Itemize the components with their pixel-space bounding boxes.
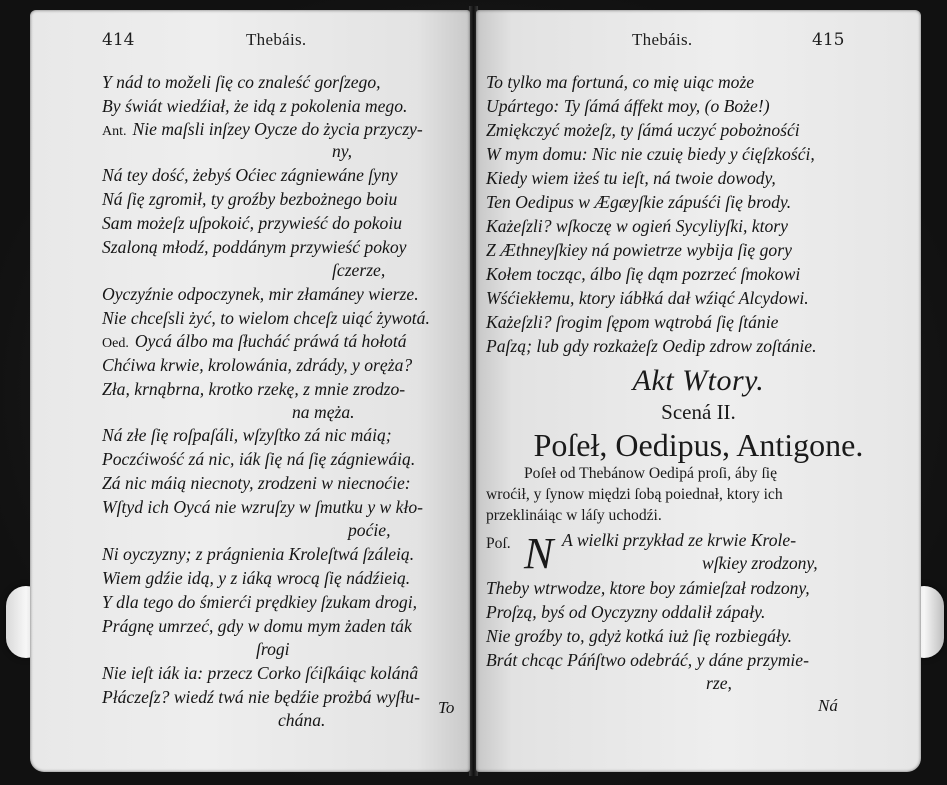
verse-line: chána. [278,710,326,730]
verse-line: Ná ſię zgromił, ty groźby bezbożnego boiu [102,189,398,209]
verse-line: Zá nic máią niecnoty, zrodzeni w niecnoćie: [102,473,411,493]
verse-line: Zmiękczyć możeſz, ty ſámá uczyć pobożnośći [486,120,800,140]
verse-line: Ten Oedipus w Ægæyſkie zápuśći ſię brody. [486,192,792,212]
verse-line: na męża. [292,402,355,422]
speaker-label: Ant. [102,124,127,139]
persons-heading: Poſeł, Oedipus, Antigone. [533,427,864,463]
speaker-label: Poſ. [486,535,511,552]
verse-line: Z Æthneyſkiey ná powietrze wybija ſię gory [486,240,792,260]
verse-line: Ni oyczyzny; z prágnienia Kroleſtwá ſzáleią. [102,544,415,564]
verse-line: Paſzą; lub gdy rozkażeſz Oedip zdrow zoſtánie. [486,336,817,356]
drop-cap: N [524,529,554,578]
verse-line: ſrogi [256,639,290,659]
verse-line: Sam możeſz uſpokoić, przywieść do pokoiu [102,213,403,233]
left-catchword: To [438,698,455,717]
verse-line: A wielki przykład ze krwie Krole- [562,530,797,550]
verse-line: Ná złe ſię roſpaſáli, wſzyſtko zá nic máią; [102,425,392,445]
verse-line: Wśćiekłemu, ktory iábłká dał wźiąć Alcydowi. [486,288,809,308]
left-page [30,10,470,772]
verse-line: Kiedy wiem iżeś tu ieſt, ná twoie dowody, [486,168,776,188]
verse-line: Płáczeſz? wiedź twá nie będźie prożbá wyſłu- [102,687,420,707]
verse-line: Nie ieſt iák ia: przecz Corko ſćiſkáiąc kolánâ [102,663,419,683]
verse-line: To tylko ma fortuná, co mię uiąc może [486,72,755,92]
right-catchword: Ná [818,696,838,715]
verse-line: Upártego: Ty ſámá áffekt moy, (o Boże!) [486,96,770,116]
right-page [476,10,921,772]
verse-line: poćie, [348,520,391,540]
verse-line: wſkiey zrodzony, [702,553,818,573]
verse-line: Poczćiwość zá nic, iák ſię ná ſię zágniewáią. [102,449,416,469]
left-running-head: Thebáis. [246,30,307,49]
right-page-number: 415 [812,30,845,50]
verse-line: Zła, krnąbrna, krotko rzekę, z mnie zrodzo- [102,379,406,399]
verse-line: Wiem gdźie idą, y z iáką wrocą ſię nádźieią. [102,568,411,588]
verse-line: Szaloną młodź, poddánym przywieść pokoy [102,237,407,257]
verse-line: Każeſzli? ſrogim ſępom wątrobá ſię ſtánie [486,312,779,332]
verse-line: Kołem tocząc, álbo ſię dąm pozrzeć ſmokowi [486,264,801,284]
verse-line: Chćiwa krwie, krolowánia, zdrády, y oręża? [102,355,413,375]
verse-line: Ná tey dość, żebyś Oćiec zágniewáne ſyny [102,165,398,185]
verse-line: Wſtyd ich Oycá nie wzruſzy w ſmutku y w kło- [102,497,424,517]
speaker-label: Oed. [102,336,129,351]
verse-line: Theby wtrwodze, ktore boy zámieſzał rodzony, [486,578,810,598]
scene-argument-line: przeklináiąc w láſy uchodźi. [486,507,662,524]
verse-line: Y dla tego do śmierći prędkiey ſzukam drogi, [102,592,418,612]
verse-line: Oyczyźnie odpoczynek, mir złamáney wierze. [102,284,419,304]
left-page-number: 414 [102,30,135,50]
verse-line: Prágnę umrzeć, gdy w domu mym żaden ták [102,616,412,636]
verse-line: ſczerze, [332,260,386,280]
verse-line: W mym domu: Nic nie czuię biedy y ćięſzkośći, [486,144,815,164]
verse-line: Brát chcąc Páńſtwo odebráć, y dáne przymie- [486,650,809,670]
verse-line: Ant. Nie maſsli inſzey Oycze do życia przyczy- [102,119,423,139]
scene-heading: Scená II. [661,400,736,424]
verse-line: Y nád to moželi ſię co znaleść gorſzego, [102,72,381,92]
verse-line: Proſzą, byś od Oyczyzny oddalił zápały. [486,602,766,622]
act-heading: Akt Wtory. [632,364,765,397]
right-running-head: Thebáis. [632,30,693,49]
verse-line: By świát wiedźiał, że idą z pokolenia mego. [102,96,408,116]
verse-line: Każeſzli? wſkoczę w ogień Sycyliyſki, ktory [486,216,788,236]
verse-line: ny, [332,141,353,161]
verse-line: Oed. Oycá álbo ma ſłucháć práwá tá hołotá [102,331,407,351]
verse-line: Nie chceſsli żyć, to wielom chceſz uiąć żywotá. [102,308,430,328]
scene-argument-line: wroćił, y ſynow międzi ſobą poiednał, ktory ich [486,486,783,503]
verse-line: rze, [706,673,732,693]
verse-line: Nie groźby to, gdyż kotká iuż ſię rozbiegáły. [486,626,793,646]
scene-argument-line: Poſeł od Thebánow Oedipá proſi, áby ſię [524,465,778,482]
